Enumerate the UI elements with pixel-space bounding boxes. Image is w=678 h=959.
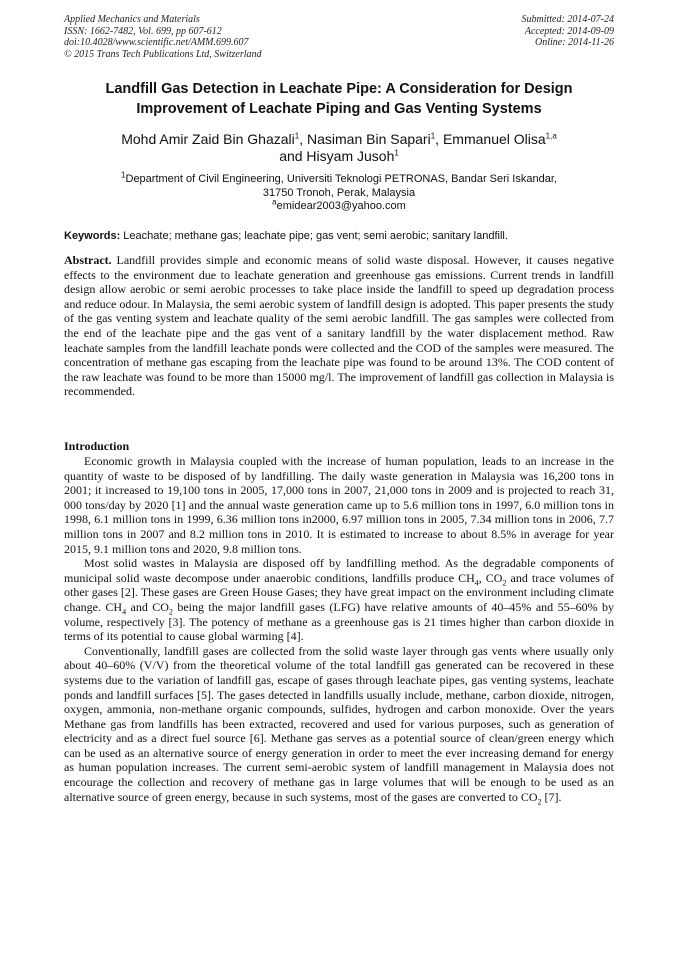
author-affil-mark: 1,a [545,131,557,141]
text-run: [7]. [541,789,562,804]
text-run: being the major landfill gases (LFG) have relative amounts of 40–45% and 55–60% by volume, respectively [3]. The potency of methane as a greenhouse gas is 21 times higher than carbon dioxide in terms of its potential to cause global warming [4]. [64,599,615,644]
keywords-label: Keywords: [64,230,121,242]
keywords [64,230,614,243]
author-list [40,131,638,165]
author-separator: , [299,131,307,147]
journal-issn: ISSN: 1662-7482, Vol. 699, pp 607-612 [64,25,222,37]
author-name: Mohd Amir Zaid Bin Ghazali [121,131,295,147]
text-run: and trace volumes of other gases [2]. These gases are Green House Gases; they have great impact on the environment including climate change. CH [64,570,615,614]
subscript: 4 [474,578,479,588]
author-name: Nasiman Bin Sapari [306,131,431,147]
affiliation [40,170,638,214]
author-affil-mark: 1 [430,131,436,141]
paper-title-line2: Improvement of Leachate Piping and Gas Venting Systems [136,100,542,117]
text-run: and CO [126,599,169,614]
affiliation-line1: Department of Civil Engineering, Universiti Teknologi PETRONAS, Bandar Seri Iskandar, [125,173,557,185]
subscript: 2 [502,578,507,588]
abstract-text: Landfill provides simple and economic means of solid waste disposal. However, it causes negative effects to the environment due to leachate generation and greenhouse gas emissions. Current trends in landfill design allow aerobic or semi aerobic processes to take place inside the landfill to speed up degradation process and reduce odour. In Malaysia, the semi aerobic system of landfill design is adopted. This paper presents the study of the gas venting system and leachate quality of the semi aerobic landfill. The gas samples were collected from the end of the leachate pipe and the gas vent of a sanitary landfill by the water displacement method. Raw leachate samples from the landfill leachate ponds were collected and the COD of the samples were measured. The concentration of methane gas escaping from the leachate pipe was found to be around 13%. The COD content of the raw leachate was found to be more than 15000 mg/l. The improvement of landfill gas collection in Malaysia is recommended. [64,253,614,399]
text-run: , CO [478,570,503,585]
paragraph: Economic growth in Malaysia coupled with the increase of human population, leads to an increase in the quantity of waste to be disposed of by landfilling. The daily waste generation in Malaysia was 16,200 tons in 2001; it increased to 19,100 tons in 2005, 17,000 tons in 2007, 21,000 tons in 2009 and is projected to reach 31, 000 tons/day by 2020 [1] and the annual waste generation came up to 5.6 million tons in 1997, 6.0 million tons in 1998, 6.1 million tons in 1999, 6.36 million tons in2000, 6.97 million tons in 2005, 7.34 million tons in 2006, 7.7 million tons in 2007 and 8.2 million tons in 2010. It is estimated to increase to about 8.5% in average for year 2015, 9.1 million tons and 2020, 9.8 million tons. [64,454,614,556]
paragraph [64,644,614,805]
subscript: 2 [537,797,542,807]
keywords-text: Leachate; methane gas; leachate pipe; gas vent; semi aerobic; sanitary landfill. [120,230,508,242]
affiliation-line2: 31750 Tronoh, Perak, Malaysia [262,186,416,199]
journal-header-right [522,14,615,49]
abstract-label: Abstract. [64,253,112,267]
paragraph [64,556,614,644]
author-email: emidear2003@yahoo.com [276,200,406,212]
journal-name: Applied Mechanics and Materials [64,14,200,25]
affiliation-mark: 1 [121,170,126,180]
author-separator: , [435,131,443,147]
author-name: Emmanuel Olisa [442,131,546,147]
author-affil-mark: 1 [294,131,300,141]
author-affil-mark: 1 [394,148,399,158]
paper-title-line1: Landfill Gas Detection in Leachate Pipe: A Consideration for Design [105,81,573,97]
text-run: Conventionally, landfill gases are collected from the solid waste layer through gas vents where usually only about 40–60% (V/V) from the theoretical volume of the total landfill gas generated can be recovered in these systems due to the variation of landfill gas, escape of gases through leachate pipes, gas venting systems, leachate ponds and landfill surfaces [5]. The gases detected in landfills usually include, methane, carbon dioxide, nitrogen, oxygen, ammonia, non-methane organic compounds, sulfides, hydrogen and carbon monoxide. Over the years Methane gas from landfills has been extracted, recovered and used for various purposes, such as generation of electricity and as a direct fuel source [6]. Methane gas serves as a potential source of clean/green energy which can be used as an alternative source of energy generation in order to meet the ever increasing demand for energy as human population increases. The current semi-aerobic system of landfill management in Malaysia does not encourage the collection and recovery of methane gas in large volumes that will be enough to be used as an alternative source of green energy, because in such systems, most of the gases are converted to CO [64,643,614,804]
accepted-date: Accepted: 2014-09-09 [524,25,614,37]
introduction-body [64,454,615,807]
subscript: 2 [168,607,173,617]
online-date: Online: 2014-11-26 [535,37,614,48]
submitted-date: Submitted: 2014-07-24 [521,14,614,25]
subscript: 4 [122,607,127,617]
paper-title [40,80,638,119]
journal-doi: doi:10.4028/www.scientific.net/AMM.699.607 [64,37,249,48]
email-mark: a [272,197,277,207]
author-name: and Hisyam Jusoh [279,148,395,164]
text-run: Most solid wastes in Malaysia are disposed off by landfilling method. As the degradable components of municipal solid waste decompose under anaerobic conditions, landfills produce CH [64,556,614,585]
journal-header-left [64,14,262,60]
section-heading-introduction: Introduction [64,439,130,453]
journal-copyright: © 2015 Trans Tech Publications Ltd, Switzerland [64,48,262,60]
abstract [64,253,614,399]
